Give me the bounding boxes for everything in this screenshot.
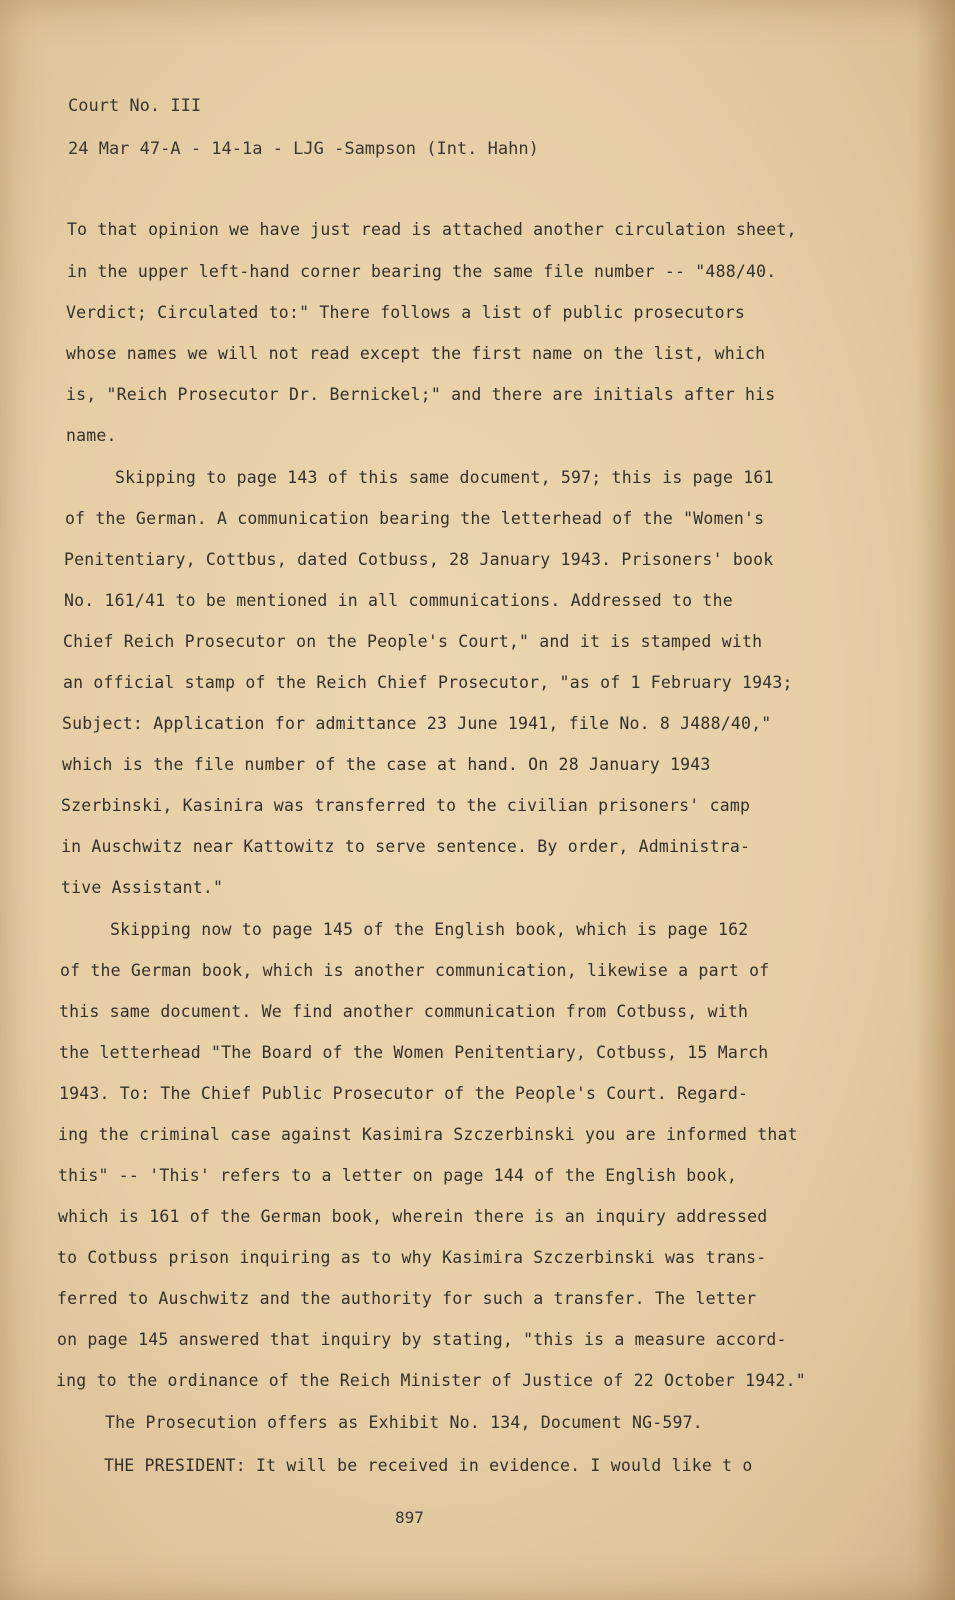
text-line: ing to the ordinance of the Reich Minister of Justice of 22 October 1942."	[56, 1371, 806, 1390]
session-heading: 24 Mar 47-A - 14-1a - LJG -Sampson (Int. Hahn)	[68, 139, 539, 159]
text-line: Chief Reich Prosecutor on the People's Court," and it is stamped with	[63, 632, 763, 651]
text-line: an official stamp of the Reich Chief Prosecutor, "as of 1 February 1943;	[63, 673, 793, 692]
text-line: The Prosecution offers as Exhibit No. 134, Document NG-597.	[105, 1413, 703, 1432]
text-line: to Cotbuss prison inquiring as to why Kasimira Szczerbinski was trans-	[57, 1248, 767, 1267]
page-edge-shadow	[915, 0, 955, 1600]
page-number: 897	[395, 1508, 424, 1527]
text-line: of the German. A communication bearing the letterhead of the "Women's	[65, 509, 765, 528]
text-line: the letterhead "The Board of the Women Penitentiary, Cotbuss, 15 March	[59, 1043, 769, 1062]
text-line: To that opinion we have just read is attached another circulation sheet,	[67, 220, 797, 239]
text-line: Skipping to page 143 of this same document, 597; this is page 161	[115, 468, 774, 487]
text-line: on page 145 answered that inquiry by stating, "this is a measure accord-	[57, 1330, 787, 1349]
text-line: Szerbinski, Kasinira was transferred to the civilian prisoners' camp	[61, 796, 751, 815]
text-line: tive Assistant."	[61, 878, 224, 897]
text-line: is, "Reich Prosecutor Dr. Bernickel;" and there are initials after his	[66, 385, 776, 404]
text-line: Skipping now to page 145 of the English book, which is page 162	[110, 920, 749, 939]
text-line: ferred to Auschwitz and the authority for such a transfer. The letter	[57, 1289, 757, 1308]
text-line: which is 161 of the German book, wherein there is an inquiry addressed	[58, 1207, 768, 1226]
text-line: in Auschwitz near Kattowitz to serve sentence. By order, Administra-	[61, 837, 751, 856]
text-line: of the German book, which is another communication, likewise a part of	[60, 961, 770, 980]
text-line: THE PRESIDENT: It will be received in evidence. I would like t o	[104, 1456, 753, 1475]
text-line: this" -- 'This' refers to a letter on page 144 of the English book,	[58, 1166, 737, 1185]
text-line: in the upper left-hand corner bearing the same file number -- "488/40.	[67, 262, 777, 281]
text-line: which is the file number of the case at hand. On 28 January 1943	[62, 755, 711, 774]
text-line: 1943. To: The Chief Public Prosecutor of the People's Court. Regard-	[59, 1084, 749, 1103]
text-line: Verdict; Circulated to:" There follows a list of public prosecutors	[66, 303, 745, 322]
text-line: name.	[66, 426, 117, 445]
text-line: whose names we will not read except the first name on the list, which	[66, 344, 766, 363]
text-line: No. 161/41 to be mentioned in all communications. Addressed to the	[64, 591, 733, 610]
text-line: Penitentiary, Cottbus, dated Cotbuss, 28 January 1943. Prisoners' book	[64, 550, 774, 569]
court-heading: Court No. III	[68, 96, 202, 116]
text-line: this same document. We find another communication from Cotbuss, with	[59, 1002, 749, 1021]
text-line: Subject: Application for admittance 23 June 1941, file No. 8 J488/40,"	[62, 714, 772, 733]
text-line: ing the criminal case against Kasimira Szczerbinski you are informed that	[58, 1125, 798, 1144]
